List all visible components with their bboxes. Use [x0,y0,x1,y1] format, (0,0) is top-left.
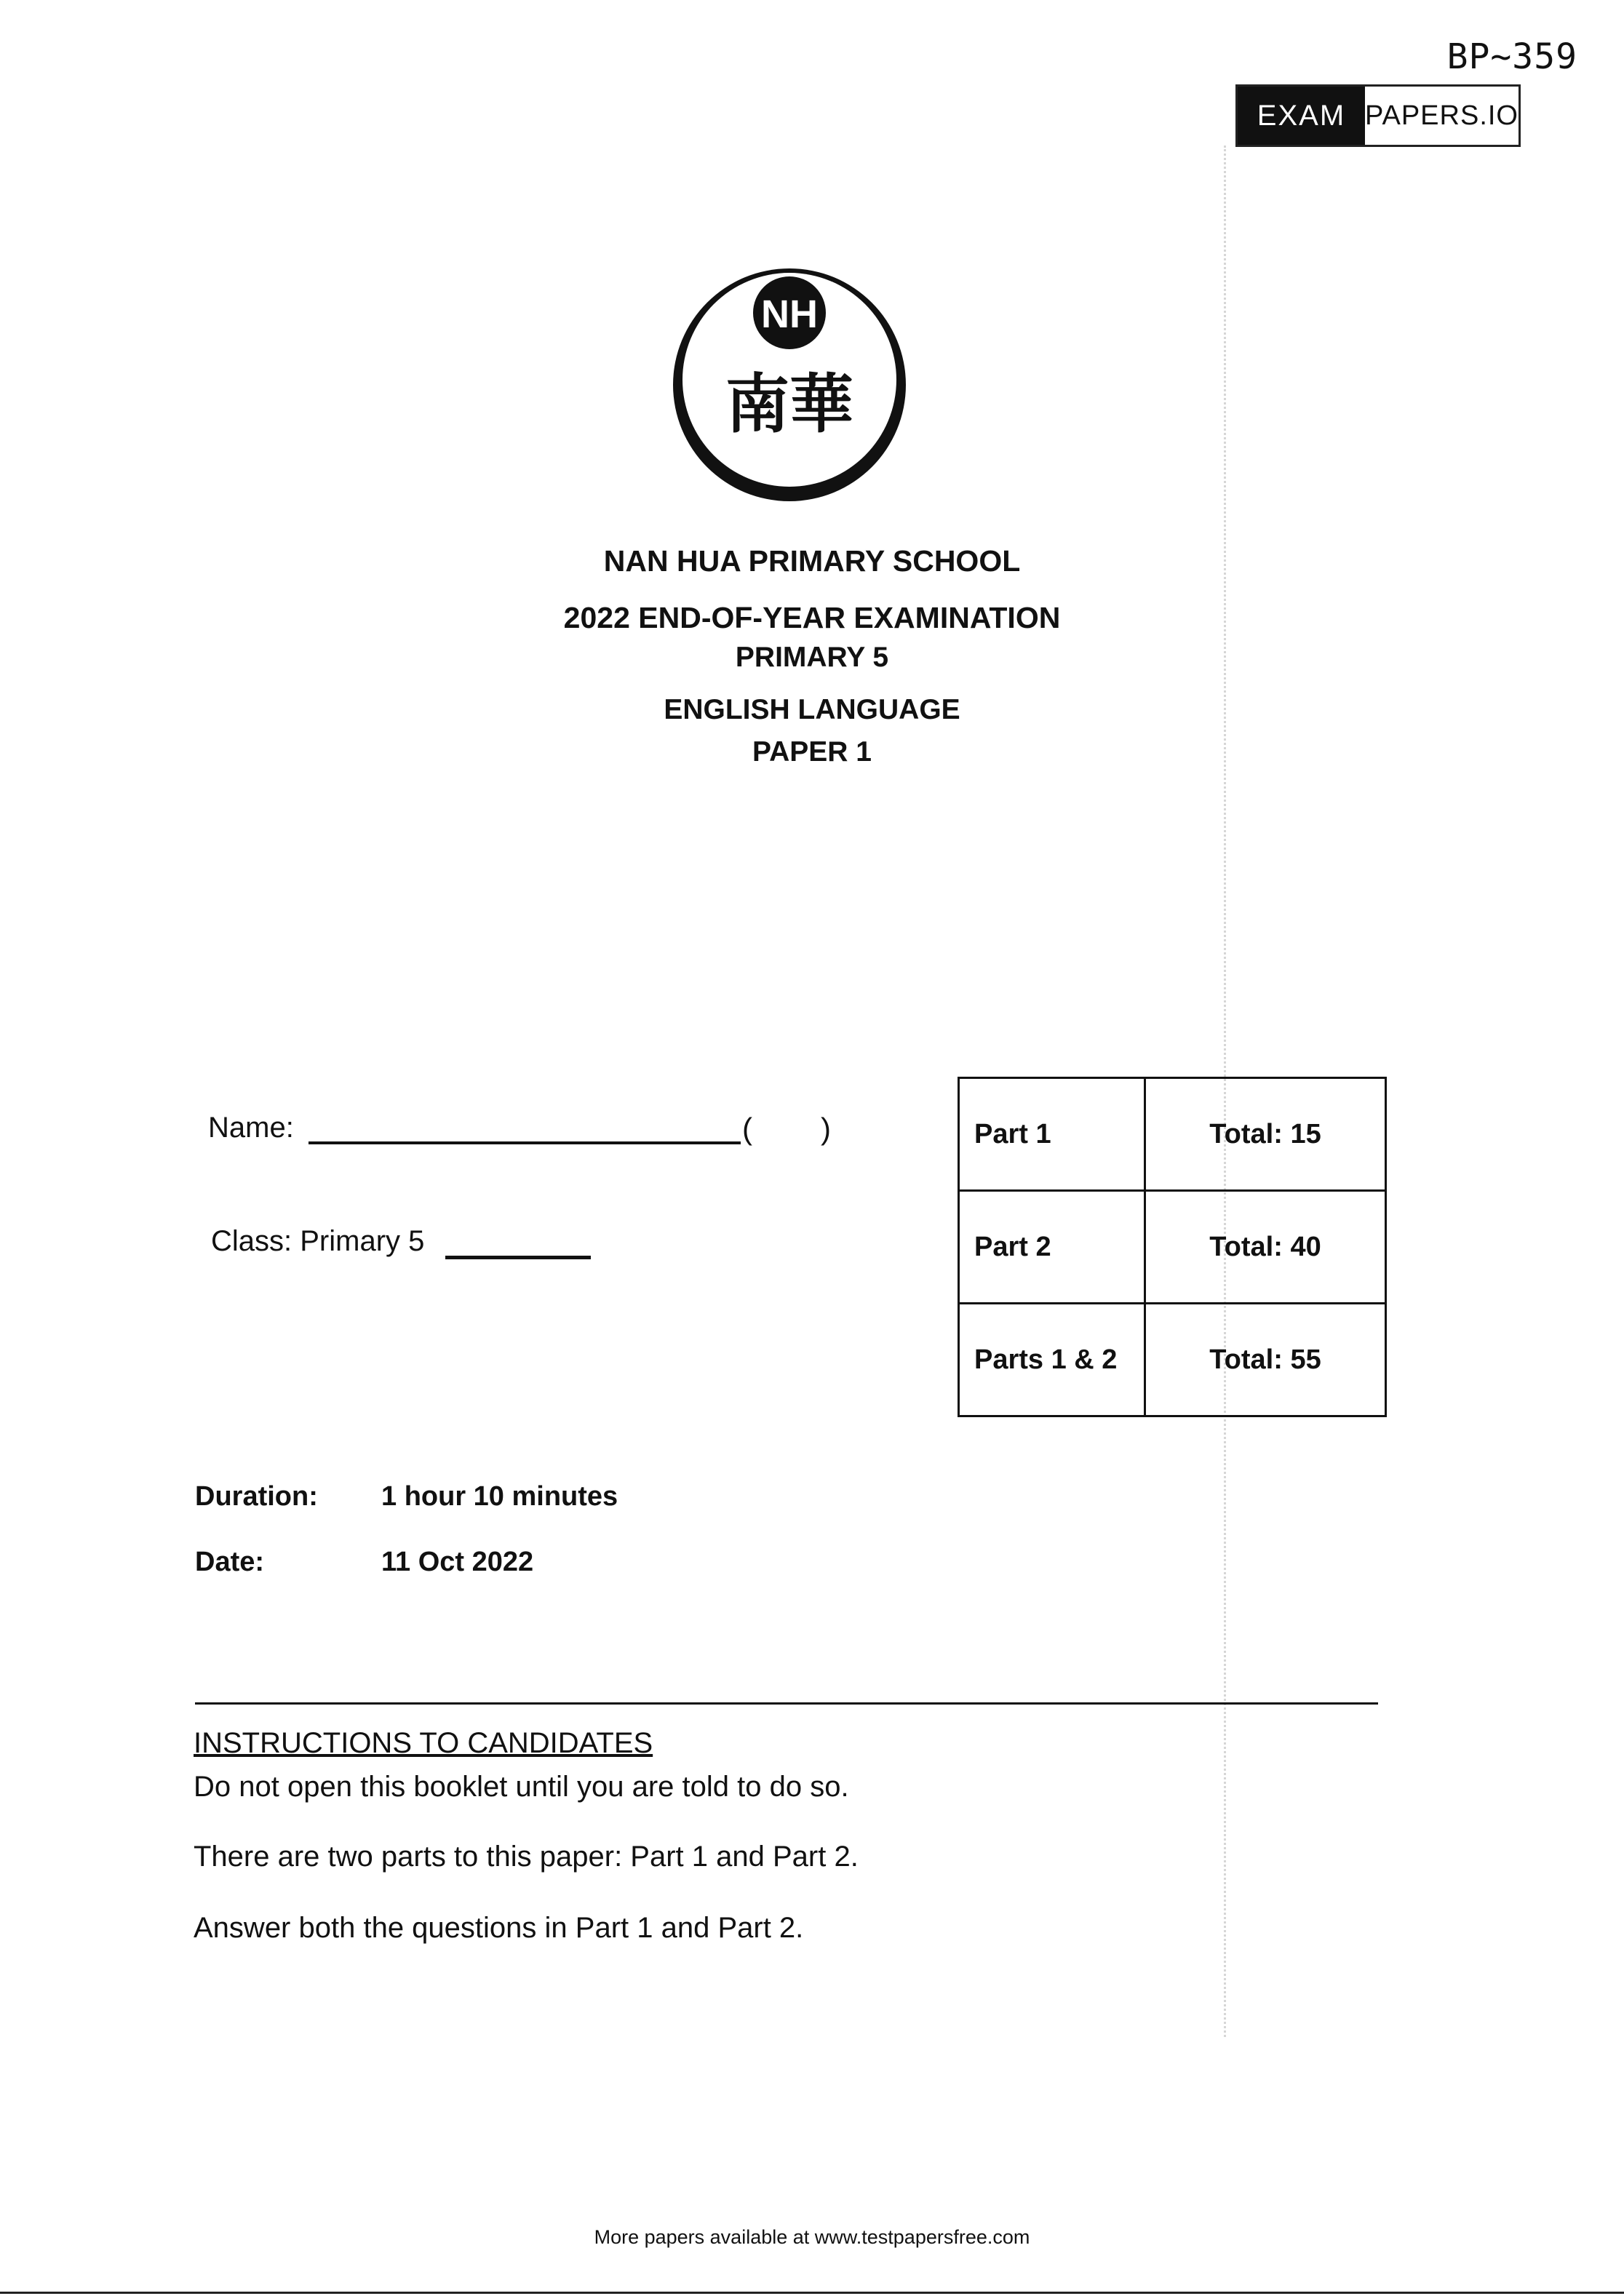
index-paren-open: ( [742,1112,752,1146]
bottom-border [0,2292,1624,2294]
table-row [959,1078,1386,1191]
footer-note: More papers available at www.testpapersfree.com [594,2226,1030,2248]
name-field[interactable] [309,1141,741,1144]
divider [195,1702,1378,1705]
duration-label: Duration: [195,1481,318,1512]
part-cell: Parts 1 & 2 [959,1304,1145,1416]
instructions-heading: INSTRUCTIONS TO CANDIDATES [194,1727,653,1759]
paper-number: PAPER 1 [752,736,872,768]
paper-code: BP~359 [1446,36,1577,77]
subject: ENGLISH LANGUAGE [664,694,960,725]
class-label: Class: Primary 5 [211,1225,425,1257]
index-paren-close: ) [821,1112,831,1146]
instruction-line: Answer both the questions in Part 1 and Part 2. [194,1912,804,1944]
exam-title: 2022 END-OF-YEAR EXAMINATION [563,601,1061,634]
instruction-line: Do not open this booklet until you are told to do so. [194,1771,849,1803]
total-cell: Total: 40 [1145,1191,1386,1304]
badge-papers: PAPERS.IO [1364,100,1518,131]
date-label: Date: [195,1547,265,1577]
school-name: NAN HUA PRIMARY SCHOOL [603,544,1021,578]
part-cell: Part 1 [959,1078,1145,1191]
name-label: Name: [208,1112,294,1144]
school-logo [669,265,909,505]
table-row [959,1304,1386,1416]
score-table [958,1077,1387,1417]
instruction-line: There are two parts to this paper: Part 1 and Part 2. [194,1841,859,1873]
badge-exam: EXAM [1238,87,1365,145]
class-field[interactable] [445,1256,591,1259]
logo-initials: NH [761,292,818,336]
total-cell: Total: 55 [1145,1304,1386,1416]
date-value: 11 Oct 2022 [381,1547,534,1577]
table-row [959,1191,1386,1304]
part-cell: Part 2 [959,1191,1145,1304]
level: PRIMARY 5 [735,642,889,673]
logo-chinese: 南華 [725,367,854,442]
total-cell: Total: 15 [1145,1078,1386,1191]
exampapers-badge [1235,84,1521,147]
duration-value: 1 hour 10 minutes [381,1481,618,1512]
